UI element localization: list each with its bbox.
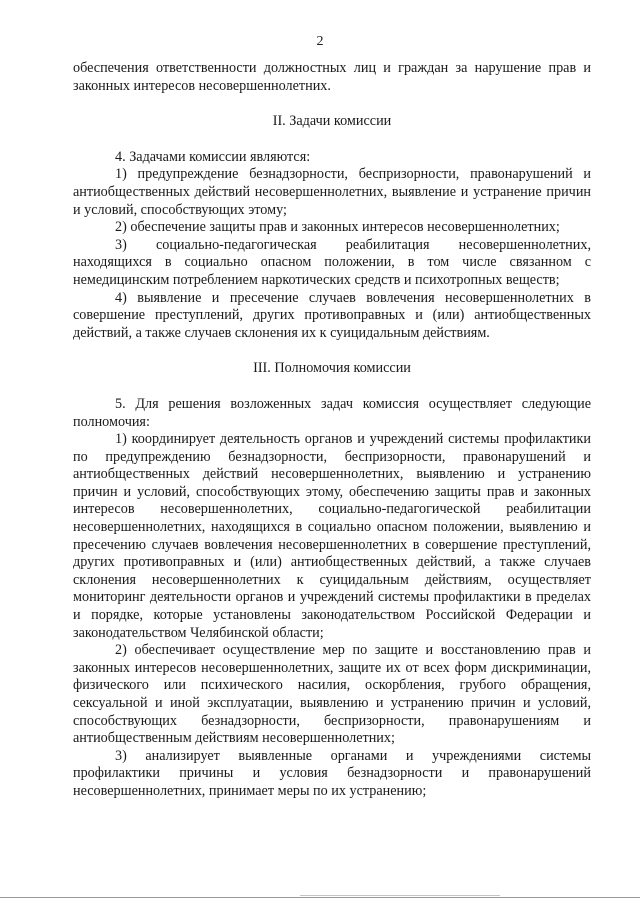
section-2-paragraph: 2) обеспечение защиты прав и законных интересов несовершеннолетних; (115, 219, 560, 236)
scan-edge-line (300, 895, 500, 896)
section-3-heading: III. Полномочия комиссии (253, 360, 411, 377)
section-3-paragraph: 2) обеспечивает осуществление мер по защите и восстановлению прав и законных интересов несовершеннолетних, защите их от всех форм дискриминации, физического или психического насилия, оскорбления, грубого обращения, сексуальной и иной эксплуатации, выявлению и устранению причин и условий, способствующих безнадзорности, беспризорности, правонарушениям и антиобщественным действиям несовершеннолетних; (73, 642, 591, 747)
opening-paragraph: обеспечения ответственности должностных лиц и граждан за нарушение прав и законных интересов несовершеннолетних. (73, 60, 591, 94)
section-2-paragraph: 4. Задачами комиссии являются: (115, 148, 311, 165)
section-3-paragraph: 1) координирует деятельность органов и учреждений системы профилактики по предупреждению безнадзорности, беспризорности, правонарушений и антиобщественных действий несовершеннолетних, выявлению и устранению причин и условий, способствующих этому, обеспечению защиты прав и законных интересов несовершеннолетних, социально-педагогической реабилитации несовершеннолетних, находящихся в социально опасном положении, выявлению и пресечению случаев вовлечения несовершеннолетних в совершение преступлений, других противоправных и (или) антиобщественных действий, а также случаев склонения несовершеннолетних к суицидальным действиям, осуществляет мониторинг деятельности органов и учреждений системы профилактики в пределах и порядке, которые установлены законодательством Российской Федерации и законодательством Челябинской области; (73, 431, 591, 641)
section-2-paragraph: 1) предупреждение безнадзорности, беспризорности, правонарушений и антиобщественных действий несовершеннолетних, выявление и устранение причин и условий, способствующих этому; (73, 166, 591, 218)
section-2-heading: II. Задачи комиссии (272, 113, 392, 130)
page-number: 2 (316, 34, 324, 49)
document-body (73, 60, 591, 801)
scan-edge-line (0, 897, 640, 898)
section-3-paragraph: 3) анализирует выявленные органами и учреждениями системы профилактики причины и условия безнадзорности и правонарушений несовершеннолетних, принимает меры по их устранению; (73, 747, 591, 799)
section-2-paragraph: 3) социально-педагогическая реабилитация несовершеннолетних, находящихся в социально опасном положении, в том числе связанном с немедицинским потреблением наркотических средств и психотропных веществ; (73, 236, 591, 288)
section-3-paragraph: 5. Для решения возложенных задач комиссия осуществляет следующие полномочия: (73, 395, 591, 430)
section-2-paragraph: 4) выявление и пресечение случаев вовлечения несовершеннолетних в совершение преступлений, других противоправных и (или) антиобщественных действий, а также случаев склонения их к суицидальным действиям. (73, 289, 591, 341)
